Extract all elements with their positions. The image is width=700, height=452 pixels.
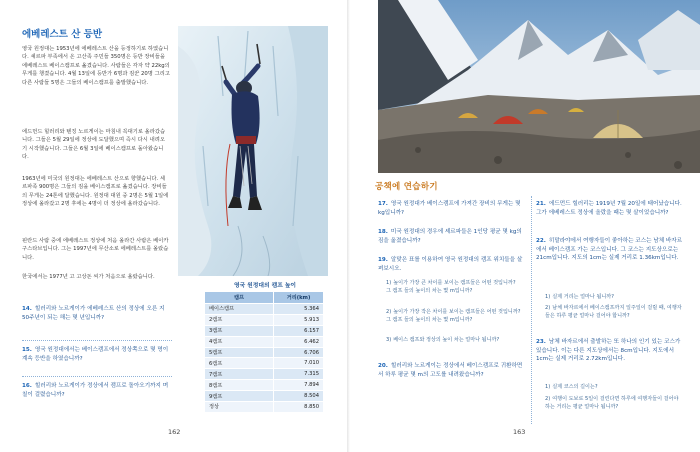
divider	[22, 340, 172, 341]
question-number: 22.	[536, 238, 546, 244]
height-cell: 5.364	[274, 304, 324, 315]
sub-question-number: 1)	[545, 384, 551, 390]
paragraph-5: 한국에서는 1977년 고 고상돈 씨가 처음으로 올랐습니다.	[22, 274, 155, 280]
question-number: 17.	[378, 201, 388, 207]
question-21	[536, 200, 684, 217]
question-number: 14.	[22, 306, 32, 312]
question-number: 19.	[378, 257, 388, 263]
sub-question-text: 높이가 가장 큰 차이를 보이는 캠프들은 어떤 것입니까? 그 캠프 들의 높이의 차는 몇 m입니까?	[386, 280, 516, 294]
table-row	[205, 336, 324, 347]
column-divider	[531, 196, 532, 424]
question-text: 에드먼드 힐러리는 1919년 7월 20일에 태어났습니다. 그가 에베레스트 정상에 올랐을 때는 몇 살이었습니까?	[536, 201, 682, 216]
ice-climber-photo	[178, 26, 328, 276]
sub-question	[545, 305, 683, 320]
question-text: 힐러리와 노르게이가 에베레스트 산의 정상에 오른 지 50주년이 되는 해는 몇 년입니까?	[22, 306, 165, 321]
camp-name-cell: 7캠프	[205, 369, 274, 380]
height-cell: 7.315	[274, 369, 324, 380]
height-cell: 5.913	[274, 314, 324, 325]
height-cell: 7.894	[274, 380, 324, 391]
table-row	[205, 347, 324, 358]
sub-question	[545, 396, 683, 411]
camp-name-cell: 베이스캠프	[205, 304, 274, 315]
camp-height-table	[204, 291, 324, 413]
question-16	[22, 382, 172, 399]
question-17	[378, 200, 523, 217]
camp-name-cell: 3캠프	[205, 325, 274, 336]
mountain-camp-photo	[378, 0, 700, 173]
paragraph-2: 에드먼드 힐러리와 텐징 노르게이는 마침내 꼭대기로 올라갔습니다. 그들은 5월 29일에 정상에 도달했으며 즉시 다시 내려오기 시작했습니다. 그들은 6월 3일에 베이스캠프로 돌아왔습니다.	[22, 129, 166, 161]
sub-question	[386, 280, 521, 295]
table-row	[205, 314, 324, 325]
question-15	[22, 346, 172, 363]
question-number: 23.	[536, 339, 546, 345]
question-text: 알맞은 표를 이용하여 영국 원정대의 캠프 위치들을 살펴보시오.	[378, 257, 523, 272]
table-row	[205, 369, 324, 380]
sub-question-text: 높이가 가장 작은 차이를 보이는 캠프들은 어떤 것입니까? 그 캠프 들의 높이의 차는 몇 m입니까?	[386, 309, 521, 323]
question-text: 미국 원정대의 경우에 셰르파들은 1인당 평균 몇 kg의 짐을 옮겼습니까?	[378, 229, 522, 244]
table-header: 캠프	[205, 292, 274, 304]
camp-name-cell: 4캠프	[205, 336, 274, 347]
question-19	[378, 256, 523, 273]
camp-name-cell: 2캠프	[205, 314, 274, 325]
question-text: 영국 원정대에서는 베이스캠프에서 정상쪽으로 몇 명이 계속 등반을 하였습니까?	[22, 347, 169, 362]
sub-question	[545, 384, 683, 392]
practice-heading: 공책에 연습하기	[375, 182, 438, 192]
table-row	[205, 380, 324, 391]
question-text: 힐러리와 노르게이는 정상에서 베이스캠프로 귀환하면서 하루 평균 몇 m의 고도를 내려왔습니까?	[378, 363, 523, 378]
sub-question-number: 2)	[545, 396, 551, 402]
table-row	[205, 358, 324, 369]
height-cell: 6.157	[274, 325, 324, 336]
height-cell: 7.010	[274, 358, 324, 369]
height-cell: 6.462	[274, 336, 324, 347]
question-number: 18.	[378, 229, 388, 235]
height-cell: 8.504	[274, 391, 324, 402]
question-text: 영국 원정대가 베이스캠프에 가져간 장비의 무게는 몇 kg입니까?	[378, 201, 521, 216]
sub-question-number: 2)	[386, 309, 392, 315]
camp-name-cell: 6캠프	[205, 358, 274, 369]
section-title: 에베레스트 산 등반	[22, 29, 103, 40]
sub-question-text: 실제 코스의 길이는?	[552, 384, 598, 390]
question-text: 남체 바자르에서 출발하는 또 하나의 인기 있는 코스가 있습니다. 이는 다른 지도상에서는 8cm입니다. 지도에서 1cm는 실제 거리로 2.72km입니다.	[536, 339, 681, 363]
question-number: 16.	[22, 383, 32, 389]
table-row	[205, 325, 324, 336]
table-title: 영국 원정대의 캠프 높이	[233, 283, 297, 289]
sub-question-number: 3)	[386, 337, 392, 343]
sub-question	[386, 337, 521, 345]
sub-question-text: 남체 바자르에서 베이스캠프까지 일주일이 걸릴 때, 여행자들은 하루 평균 얼마나 걸어야 합니까?	[545, 305, 682, 319]
mountain-camp-illustration	[378, 0, 700, 173]
sub-question	[386, 309, 521, 324]
sub-question	[545, 294, 683, 302]
question-14	[22, 305, 172, 322]
question-number: 20.	[378, 363, 388, 369]
sub-question-text: 실제 거리는 얼마나 됩니까?	[552, 294, 614, 300]
question-text: 힐러리와 노르게이가 정상에서 캠프로 돌아오기까지 며칠이 걸렸습니까?	[22, 383, 169, 398]
page-number: 162	[168, 428, 181, 436]
divider	[22, 376, 172, 377]
sub-question-text: 베이스 캠프와 정상의 높이 차는 얼마나 됩니까?	[393, 337, 500, 343]
height-cell: 6.706	[274, 347, 324, 358]
question-23	[536, 338, 684, 364]
paragraph-1: 영국 원정대는 1953년에 에베레스트 산을 등정하기로 하였습니다. 셰르파 부족에서 온 고산족 주민들 350명은 등반 장비들을 에베레스트 베이스캠프로 옮겼습니다. 사람들은 각자 약 22kg의 무게를 챙겼습니다. 4월 13일에 등반가 6명과 짐꾼 20명 그리고 다른 사람들 5명은 그들의 베이스캠프를 출발했습니다.	[22, 46, 170, 86]
table-row	[205, 402, 324, 413]
question-number: 21.	[536, 201, 546, 207]
question-20	[378, 362, 523, 379]
table-header: 거리(km)	[274, 292, 324, 304]
table-row	[205, 304, 324, 315]
table-row	[205, 391, 324, 402]
sub-question-number: 1)	[545, 294, 551, 300]
page-number: 163	[513, 428, 526, 436]
sub-question-text: 여행이 도보로 5일이 걸린다면 하루에 여행자들이 걸어야 하는 거리는 평균 얼마나 됩니까?	[545, 396, 679, 410]
question-22	[536, 237, 684, 263]
question-18	[378, 228, 523, 245]
camp-name-cell: 9캠프	[205, 391, 274, 402]
paragraph-3: 1963년에 미국의 원정대는 에베레스트 산으로 향했습니다. 셰르파족 900명은 그들의 짐을 베이스캠프로 옮겼습니다. 장비들의 무게는 24톤에 달했습니다. 원정대 대원 중 2명은 5월 1일에 정상에 올라갔고 2명 후에는 4명이 더 정상에 올라갔습니다.	[22, 176, 169, 208]
sub-question-number: 2)	[545, 305, 551, 311]
paragraph-4: 핀란드 사람 중에 에베레스트 정상에 처음 올라간 사람은 베이카 구스타브입니다. 그는 1997년에 무산소로 에베레스트를 올랐습니다.	[22, 238, 169, 261]
sub-question-number: 1)	[386, 280, 392, 286]
question-text: 히말라야에서 여행자들이 좋아하는 코스는 남체 바자르에서 베이스캠프 가는 코스입니다. 그 코스는 지도상으로는 21cm입니다. 지도의 1cm는 실제 거리로 1.36km입니다.	[536, 238, 683, 262]
camp-name-cell: 정상	[205, 402, 274, 413]
ice-climber-illustration	[178, 26, 328, 276]
camp-name-cell: 8캠프	[205, 380, 274, 391]
right-page	[350, 0, 700, 452]
height-cell: 8.850	[274, 402, 324, 413]
question-number: 15.	[22, 347, 32, 353]
camp-name-cell: 5캠프	[205, 347, 274, 358]
